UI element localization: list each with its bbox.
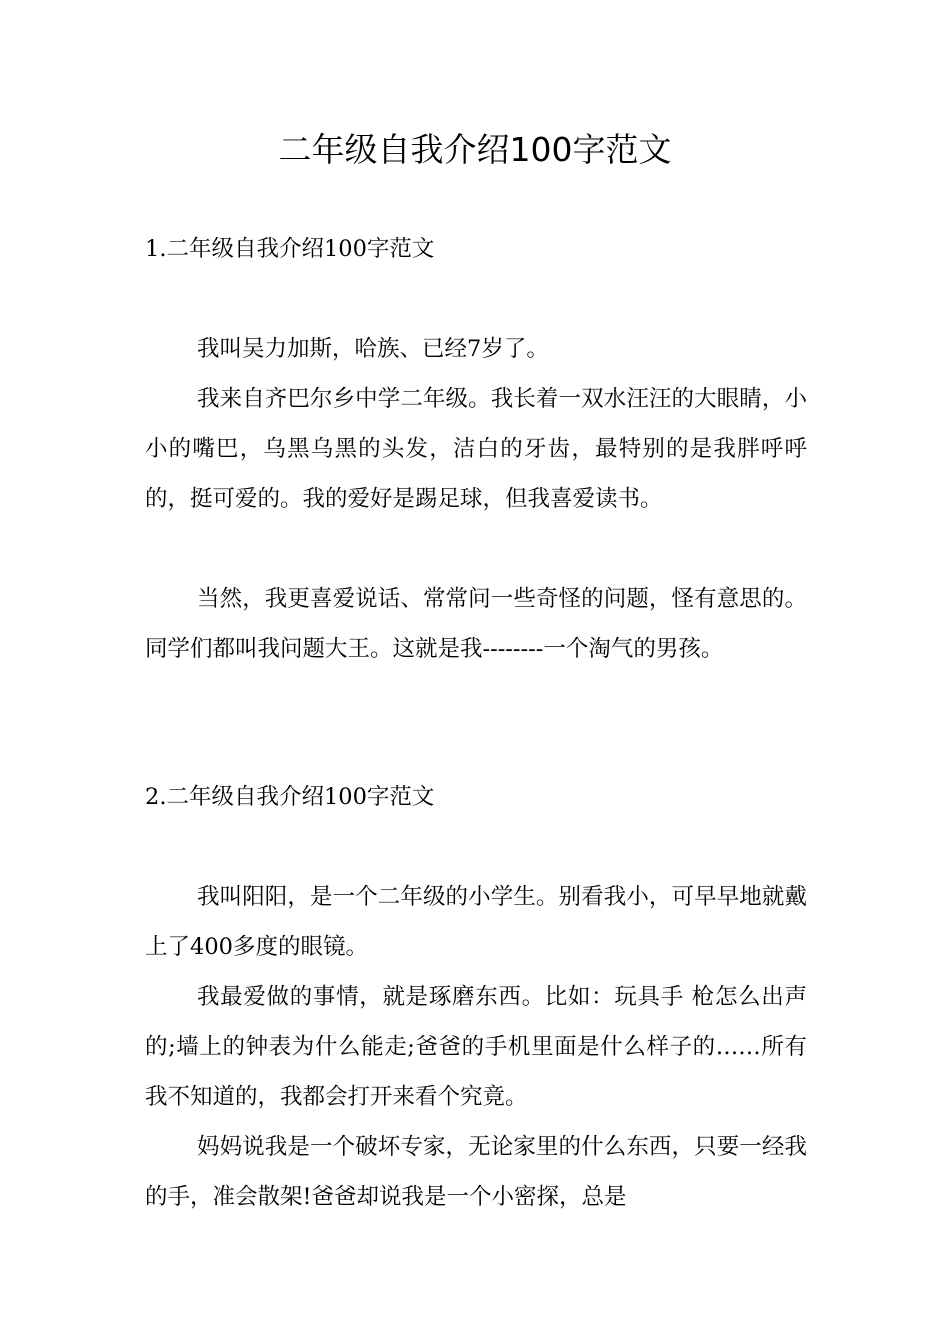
- section-2-paragraph-1: 我叫阳阳，是一个二年级的小学生。别看我小，可早早地就戴上了400多度的眼镜。: [145, 884, 807, 960]
- section-2-paragraph-3: 妈妈说我是一个破坏专家，无论家里的什么东西，只要一经我的手，准会散架!爸爸却说我是一个小密探，总是: [145, 1134, 807, 1210]
- section-heading-1: 1.二年级自我介绍100字范文: [145, 236, 435, 262]
- section-1-paragraph-3: 当然，我更喜爱说话、常常问一些奇怪的问题，怪有意思的。同学们都叫我问题大王。这就是我--------一个淘气的男孩。: [145, 586, 807, 662]
- section-2-paragraph-2: 我最爱做的事情，就是琢磨东西。比如：玩具手 枪怎么出声的;墙上的钟表为什么能走;爸爸的手机里面是什么样子的……所有我不知道的，我都会打开来看个究竟。: [145, 984, 807, 1110]
- section-heading-2: 2.二年级自我介绍100字范文: [145, 784, 435, 810]
- document-title: 二年级自我介绍100字范文: [278, 130, 672, 169]
- section-1-paragraph-2: 我来自齐巴尔乡中学二年级。我长着一双水汪汪的大眼睛，小小的嘴巴，乌黑乌黑的头发，洁白的牙齿，最特别的是我胖呼呼的，挺可爱的。我的爱好是踢足球，但我喜爱读书。: [145, 386, 807, 512]
- section-1-paragraph-1: 我叫吴力加斯，哈族、已经7岁了。: [197, 336, 549, 362]
